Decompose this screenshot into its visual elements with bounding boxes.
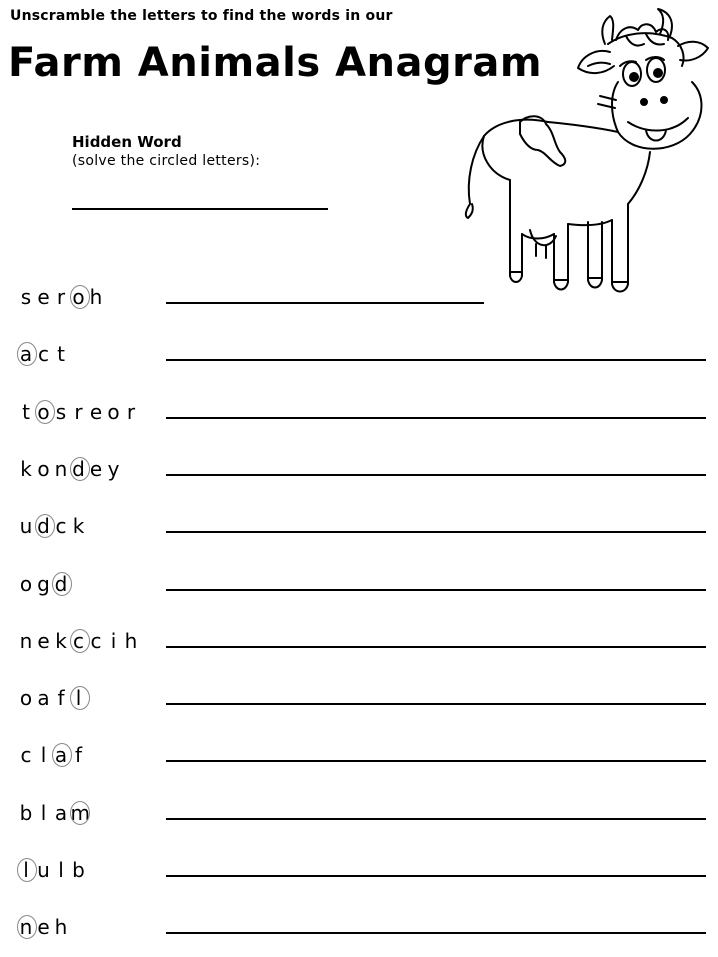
letter: o	[19, 686, 33, 711]
letter: k	[55, 628, 67, 653]
letter: t	[22, 399, 30, 424]
letter: r	[74, 399, 83, 424]
scrambled-word	[18, 339, 71, 369]
circled-letter: l	[71, 683, 87, 713]
scrambled-word	[18, 397, 141, 427]
answer-line[interactable]	[166, 417, 706, 419]
anagram-row	[0, 511, 718, 551]
scrambled-word	[18, 626, 141, 656]
scrambled-word	[18, 912, 71, 942]
scrambled-word	[18, 454, 123, 484]
anagram-row	[0, 397, 718, 437]
page-title: Farm Animals Anagram	[8, 40, 543, 86]
letter: h	[89, 285, 103, 309]
circled-letter: m	[71, 798, 87, 828]
letter: e	[37, 915, 50, 940]
letter: s	[20, 285, 32, 309]
anagram-row	[0, 740, 718, 780]
anagram-row	[0, 454, 718, 494]
answer-line[interactable]	[166, 703, 706, 705]
circled-letter: a	[18, 339, 34, 369]
scrambled-word	[18, 740, 88, 770]
circled-letter: a	[53, 740, 69, 770]
letter: l	[58, 858, 64, 882]
letter: h	[124, 628, 138, 653]
letter: i	[110, 628, 117, 653]
anagram-row	[0, 569, 718, 609]
letter: c	[90, 628, 102, 653]
letter: o	[107, 399, 120, 424]
letter: a	[37, 686, 50, 711]
letter: h	[54, 915, 68, 940]
answer-line[interactable]	[166, 589, 706, 591]
answer-line[interactable]	[166, 474, 706, 476]
anagram-row	[0, 339, 718, 379]
letter: k	[20, 456, 32, 481]
answer-line[interactable]	[166, 760, 706, 762]
scrambled-word	[18, 511, 88, 541]
letter: b	[19, 800, 33, 825]
cow-illustration	[450, 4, 712, 300]
letter: c	[38, 342, 49, 367]
letter: l	[40, 800, 47, 825]
answer-line[interactable]	[166, 646, 706, 648]
anagram-row	[0, 282, 718, 322]
scrambled-word	[18, 569, 71, 599]
scrambled-word	[18, 282, 106, 312]
letter: e	[89, 456, 103, 481]
hidden-word-label: Hidden Word	[72, 133, 182, 151]
letter: e	[89, 399, 103, 424]
letter: y	[107, 456, 120, 481]
instructions-text: Unscramble the letters to find the words in our	[10, 8, 393, 24]
letter: o	[37, 456, 50, 481]
letter: a	[54, 800, 68, 825]
letter: f	[57, 686, 65, 711]
anagram-row	[0, 912, 718, 952]
hidden-word-answer-line[interactable]	[72, 208, 328, 210]
letter: u	[19, 514, 33, 539]
answer-line[interactable]	[166, 932, 706, 934]
answer-line[interactable]	[166, 818, 706, 820]
letter: g	[37, 571, 50, 596]
letter: e	[37, 285, 50, 309]
letter: l	[40, 743, 47, 768]
letter: t	[57, 342, 65, 367]
letter: r	[56, 285, 66, 309]
letter: o	[19, 571, 33, 596]
answer-line[interactable]	[166, 875, 706, 877]
letter: r	[126, 399, 136, 424]
anagram-row	[0, 626, 718, 666]
letter: c	[20, 743, 32, 768]
letter: c	[55, 514, 67, 539]
answer-line[interactable]	[166, 359, 706, 361]
circled-letter: c	[71, 626, 87, 656]
circled-letter: l	[18, 855, 34, 885]
circled-letter: d	[53, 569, 69, 599]
anagram-row	[0, 683, 718, 723]
answer-line[interactable]	[166, 531, 706, 533]
circled-letter: d	[71, 454, 87, 484]
anagram-row	[0, 798, 718, 838]
scrambled-word	[18, 855, 88, 885]
hidden-word-instruction: (solve the circled letters):	[72, 153, 261, 169]
scrambled-word	[18, 798, 88, 828]
letter: b	[72, 858, 85, 882]
hidden-word-block	[72, 133, 260, 169]
scrambled-word	[18, 683, 88, 713]
letter: f	[74, 743, 83, 768]
letter: e	[37, 628, 50, 653]
letter: u	[37, 858, 50, 882]
circled-letter: o	[71, 282, 87, 312]
circled-letter: n	[18, 912, 34, 942]
circled-letter: o	[36, 397, 52, 427]
answer-line[interactable]	[166, 302, 484, 304]
letter: n	[54, 456, 68, 481]
anagram-row	[0, 855, 718, 895]
letter: k	[72, 514, 85, 539]
circled-letter: d	[36, 511, 52, 541]
letter: s	[55, 399, 67, 424]
letter: n	[19, 628, 33, 653]
